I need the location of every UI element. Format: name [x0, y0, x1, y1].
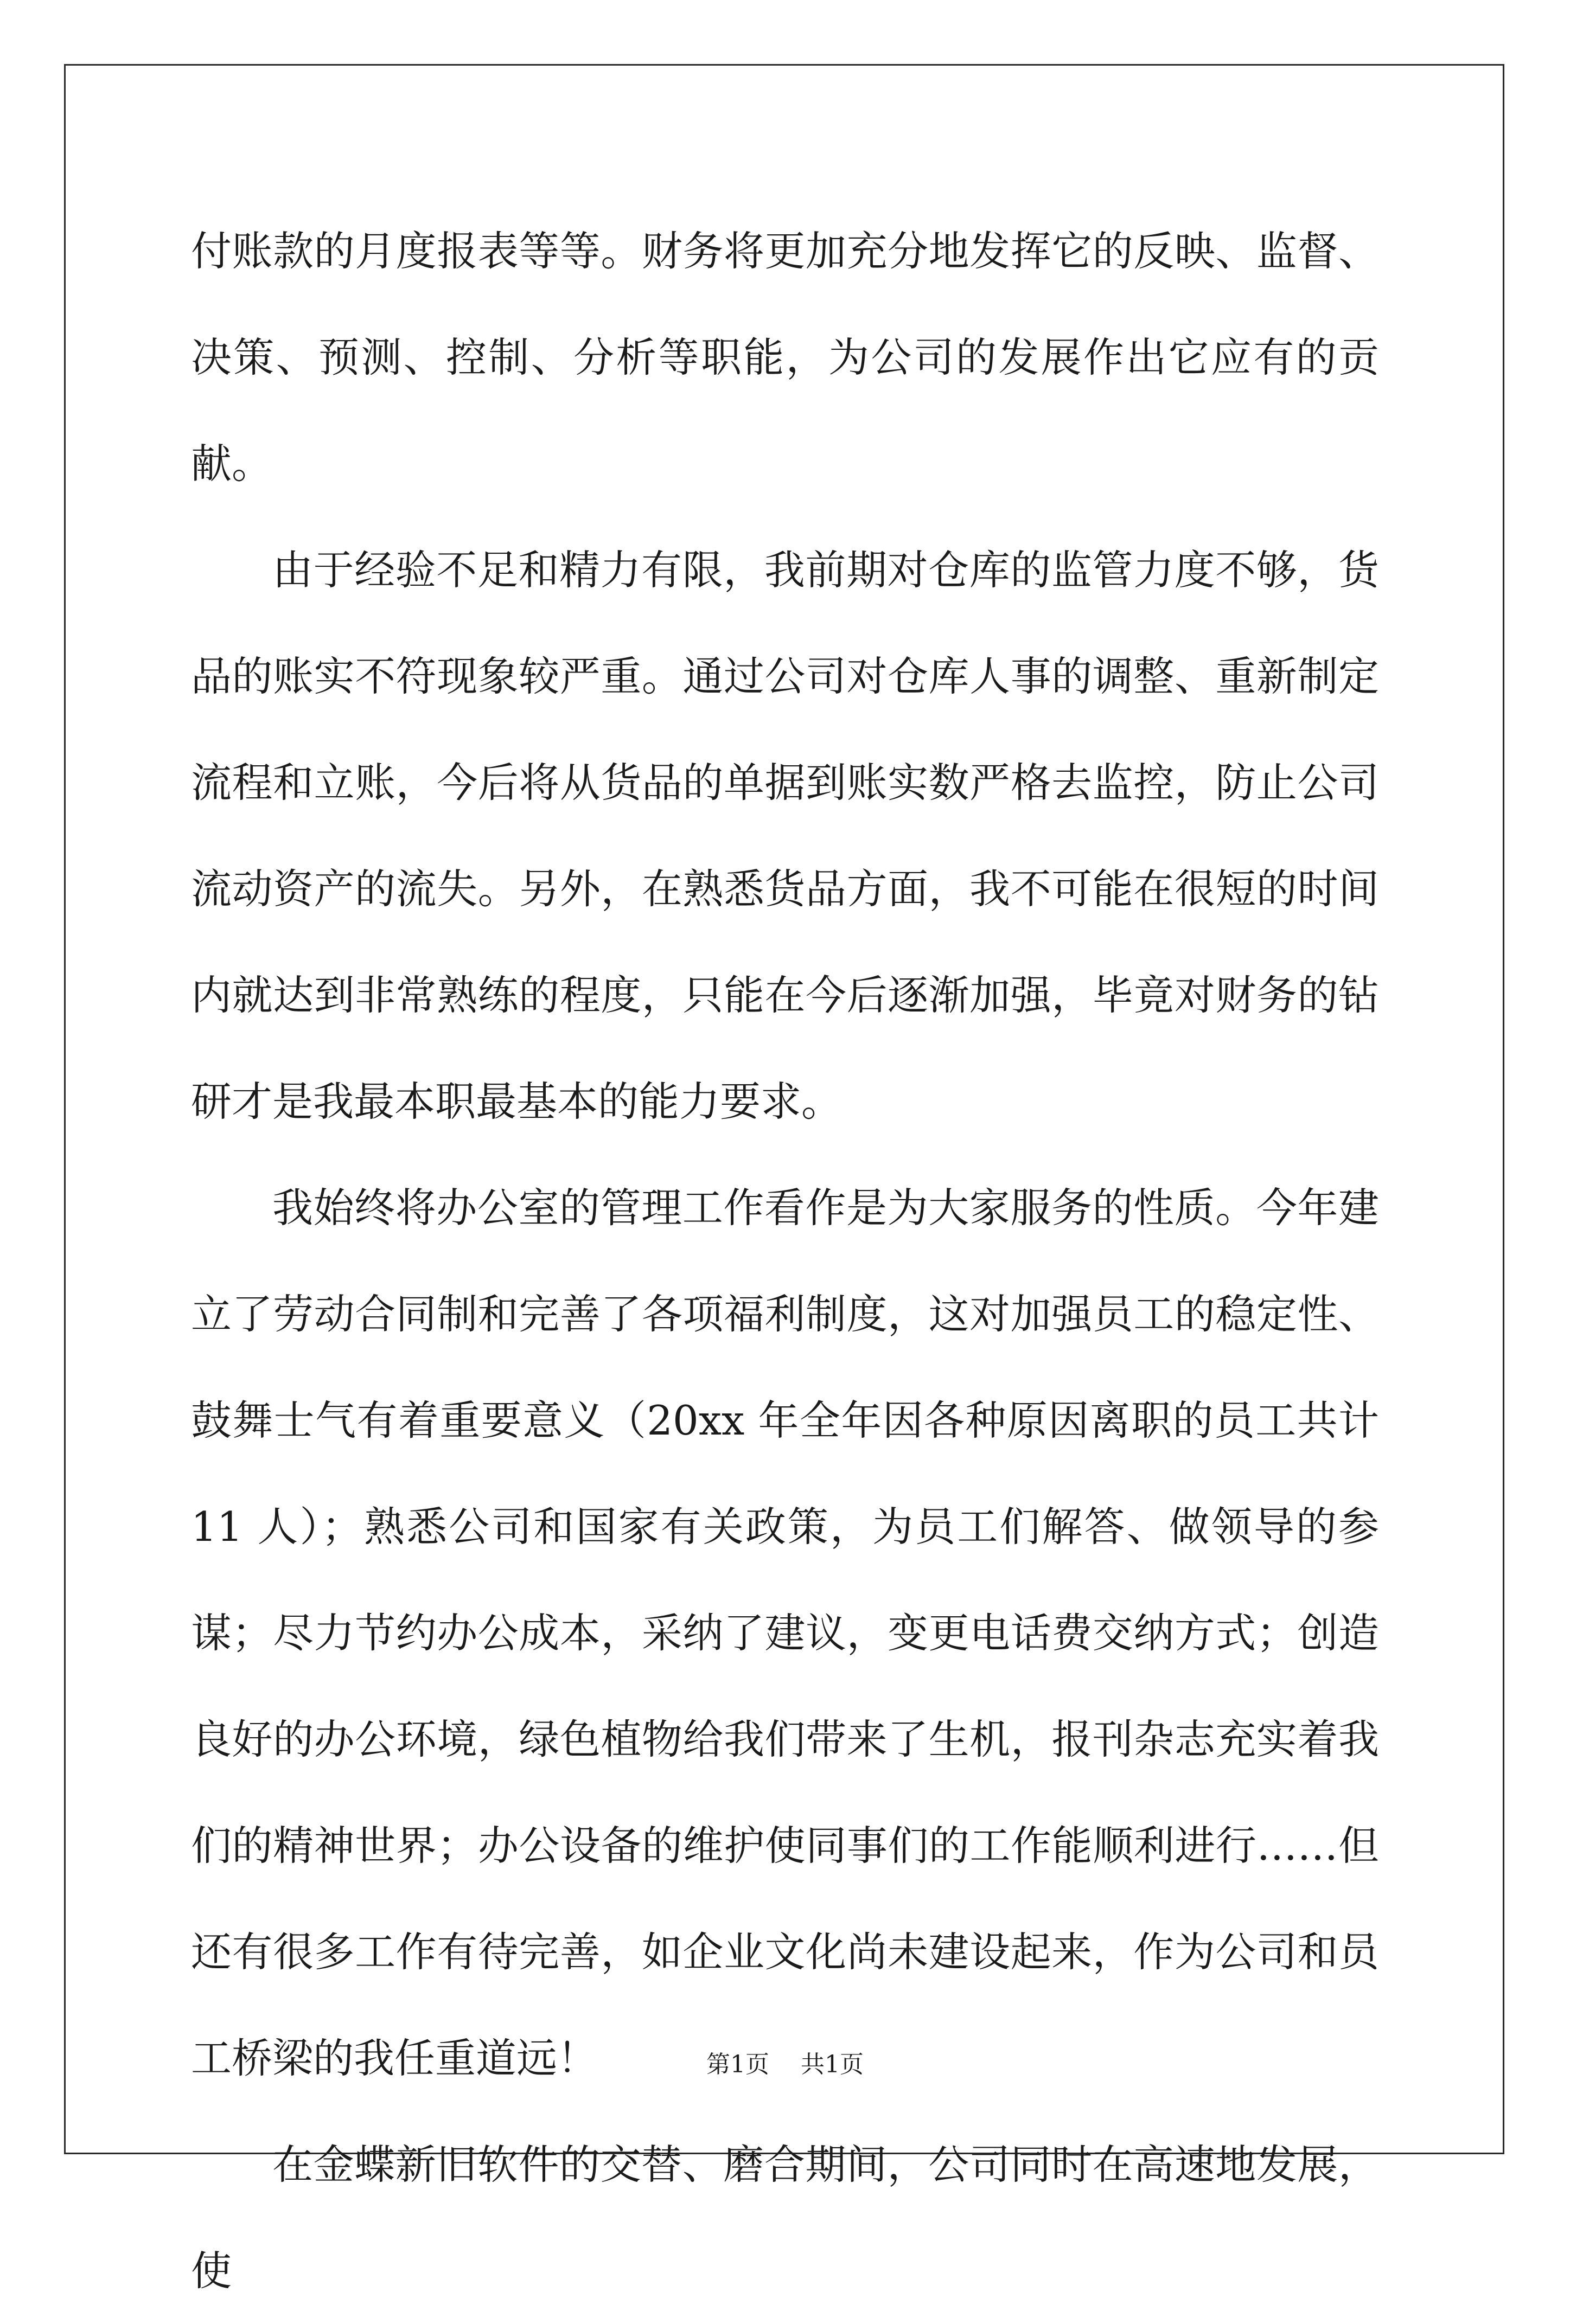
paragraph-2: 由于经验不足和精力有限，我前期对仓库的监管力度不够，货品的账实不符现象较严重。通过公司对仓库人事的调整、重新制定流程和立账，今后将从货品的单据到账实数严格去监控，防止公司流动资产的流失。另外，在熟悉货品方面，我不可能在很短的时间内就达到非常熟练的程度，只能在今后逐渐加强，毕竟对财务的钻研才是我最本职最基本的能力要求。 [191, 546, 1379, 1125]
document-body [191, 198, 1392, 2324]
page-footer [0, 2045, 1570, 2079]
paragraph-3: 我始终将办公室的管理工作看作是为大家服务的性质。今年建立了劳动合同制和完善了各项福利制度，这对加强员工的稳定性、鼓舞士气有着重要意义（20xx 年全年因各种原因离职的员工共计 11 人）；熟悉公司和国家有关政策，为员工们解答、做领导的参谋；尽力节约办公成本，采纳了建议，变更电话费交纳方式；创造良好的办公环境，绿色植物给我们带来了生机，报刊杂志充实着我们的精神世界；办公设备的维护使同事们的工作能顺利进行……但还有很多工作有待完善，如企业文化尚未建设起来，作为公司和员工桥梁的我任重道远！ [191, 1184, 1392, 2082]
page-number-current: 第1页 [706, 2051, 769, 2078]
page-number-total: 共1页 [801, 2051, 864, 2078]
paragraph-4: 在金蝶新旧软件的交替、磨合期间，公司同时在高速地发展，使 [191, 2141, 1379, 2295]
paragraph-1: 付账款的月度报表等等。财务将更加充分地发挥它的反映、监督、决策、预测、控制、分析等职能，为公司的发展作出它应有的贡献。 [191, 227, 1379, 488]
